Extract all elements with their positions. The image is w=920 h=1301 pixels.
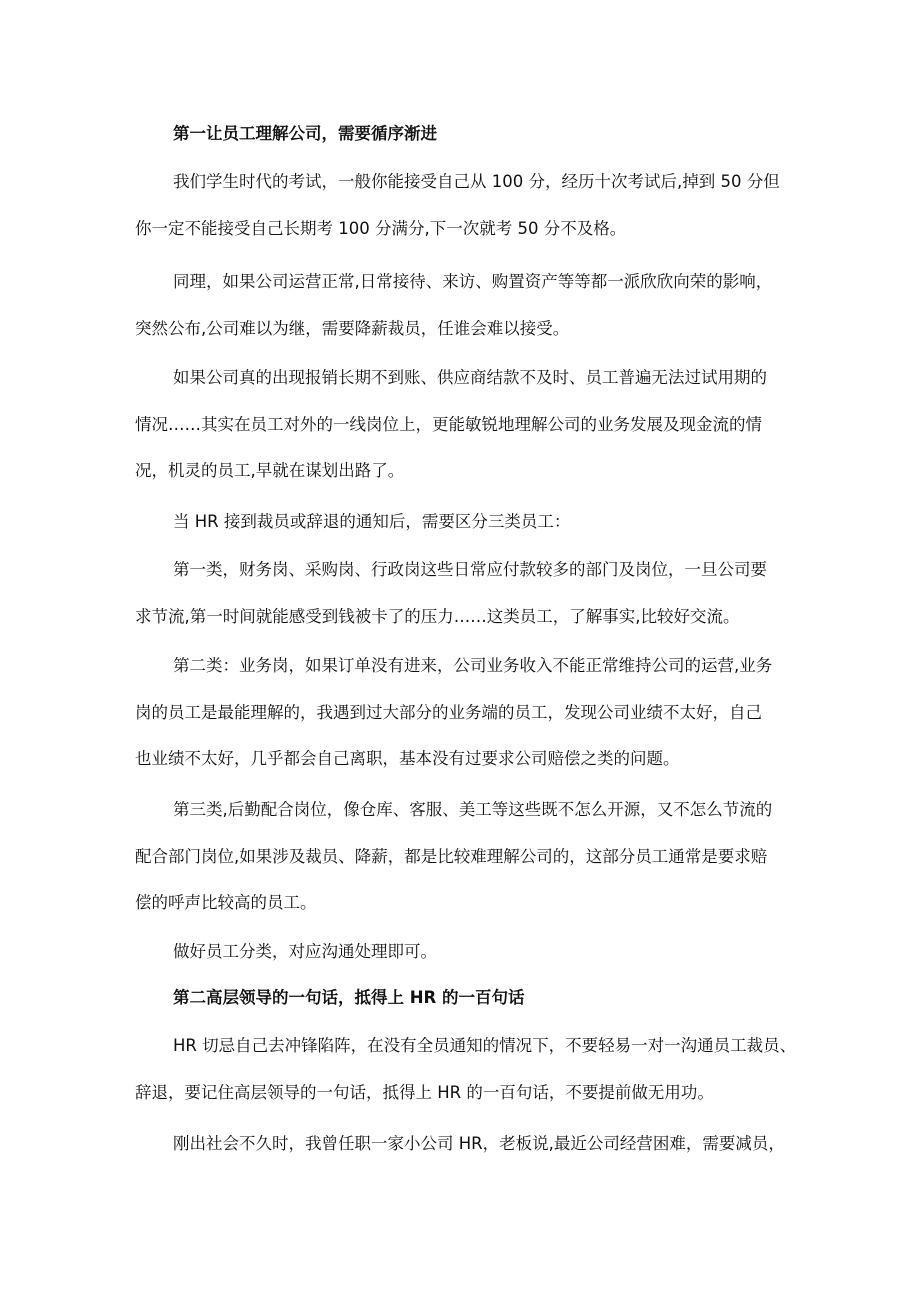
paragraph-4: [135, 499, 790, 546]
paragraph-line: 刚出社会不久时，我曾任职一家小公司 HR，老板说,最近公司经营困难，需要减员，: [173, 1134, 785, 1153]
section-heading-1: [135, 111, 790, 158]
paragraph-line: 我们学生时代的考试，一般你能接受自己从 100 分，经历十次考试后,掉到 50 分但: [173, 172, 780, 191]
paragraph-2: [135, 259, 790, 352]
paragraph-line: 突然公布,公司难以为继，需要降薪裁员，任谁会难以接受。: [135, 318, 570, 338]
paragraph-line: 第一类，财务岗、采购岗、行政岗这些日常应付款较多的部门及岗位，一旦公司要: [173, 560, 767, 579]
heading-text: 第二高层领导的一句话，抵得上 HR 的一百句话: [173, 988, 525, 1007]
paragraph-7: [135, 787, 790, 927]
paragraph-line: 也业绩不太好，几乎都会自己离职，基本没有过要求公司赔偿之类的问题。: [135, 749, 680, 768]
paragraph-10: [135, 1121, 790, 1168]
paragraph-5: [135, 547, 790, 640]
paragraph-line: 岗的员工是最能理解的，我遇到过大部分的业务端的员工，发现公司业绩不太好，自己: [135, 702, 762, 722]
paragraph-line: 你一定不能接受自己长期考 100 分满分,下一次就考 50 分不及格。: [135, 218, 627, 238]
paragraph-3: [135, 355, 790, 495]
paragraph-8: [135, 929, 790, 976]
paragraph-1: [135, 159, 790, 252]
paragraph-line: 当 HR 接到裁员或辞退的通知后，需要区分三类员工：: [173, 512, 571, 531]
paragraph-line: 情况……其实在员工对外的一线岗位上，更能敏锐地理解公司的业务发展及现金流的情: [135, 414, 762, 434]
paragraph-line: HR 切忌自己去冲锋陷阵，在没有全员通知的情况下，不要轻易一对一沟通员工裁员、: [173, 1036, 797, 1055]
section-heading-2: [135, 975, 790, 1022]
paragraph-line: 同理，如果公司运营正常,日常接待、来访、购置资产等等都一派欣欣向荣的影响，: [173, 272, 773, 291]
paragraph-line: 辞退，要记住高层领导的一句话，抵得上 HR 的一百句话，不要提前做无用功。: [135, 1082, 714, 1102]
paragraph-line: 如果公司真的出现报销长期不到账、供应商结款不及时、员工普遍无法过试用期的: [173, 368, 767, 387]
heading-text: 第一让员工理解公司，需要循序渐进: [173, 124, 437, 143]
paragraph-line: 求节流,第一时间就能感受到钱被卡了的压力……这类员工，了解事实,比较好交流。: [135, 606, 740, 626]
paragraph-line: 第三类,后勤配合岗位，像仓库、客服、美工等这些既不怎么开源，又不怎么节流的: [173, 800, 773, 819]
paragraph-line: 况，机灵的员工,早就在谋划出路了。: [135, 461, 405, 480]
paragraph-6: [135, 643, 790, 783]
paragraph-line: 配合部门岗位,如果涉及裁员、降薪，都是比较难理解公司的，这部分员工通常是要求赔: [135, 846, 768, 866]
paragraph-9: [135, 1023, 797, 1116]
paragraph-line: 偿的呼声比较高的员工。: [135, 893, 317, 912]
paragraph-line: 第二类：业务岗，如果订单没有进来，公司业务收入不能正常维持公司的运营,业务: [173, 656, 773, 675]
paragraph-line: 做好员工分类，对应沟通处理即可。: [173, 942, 437, 961]
